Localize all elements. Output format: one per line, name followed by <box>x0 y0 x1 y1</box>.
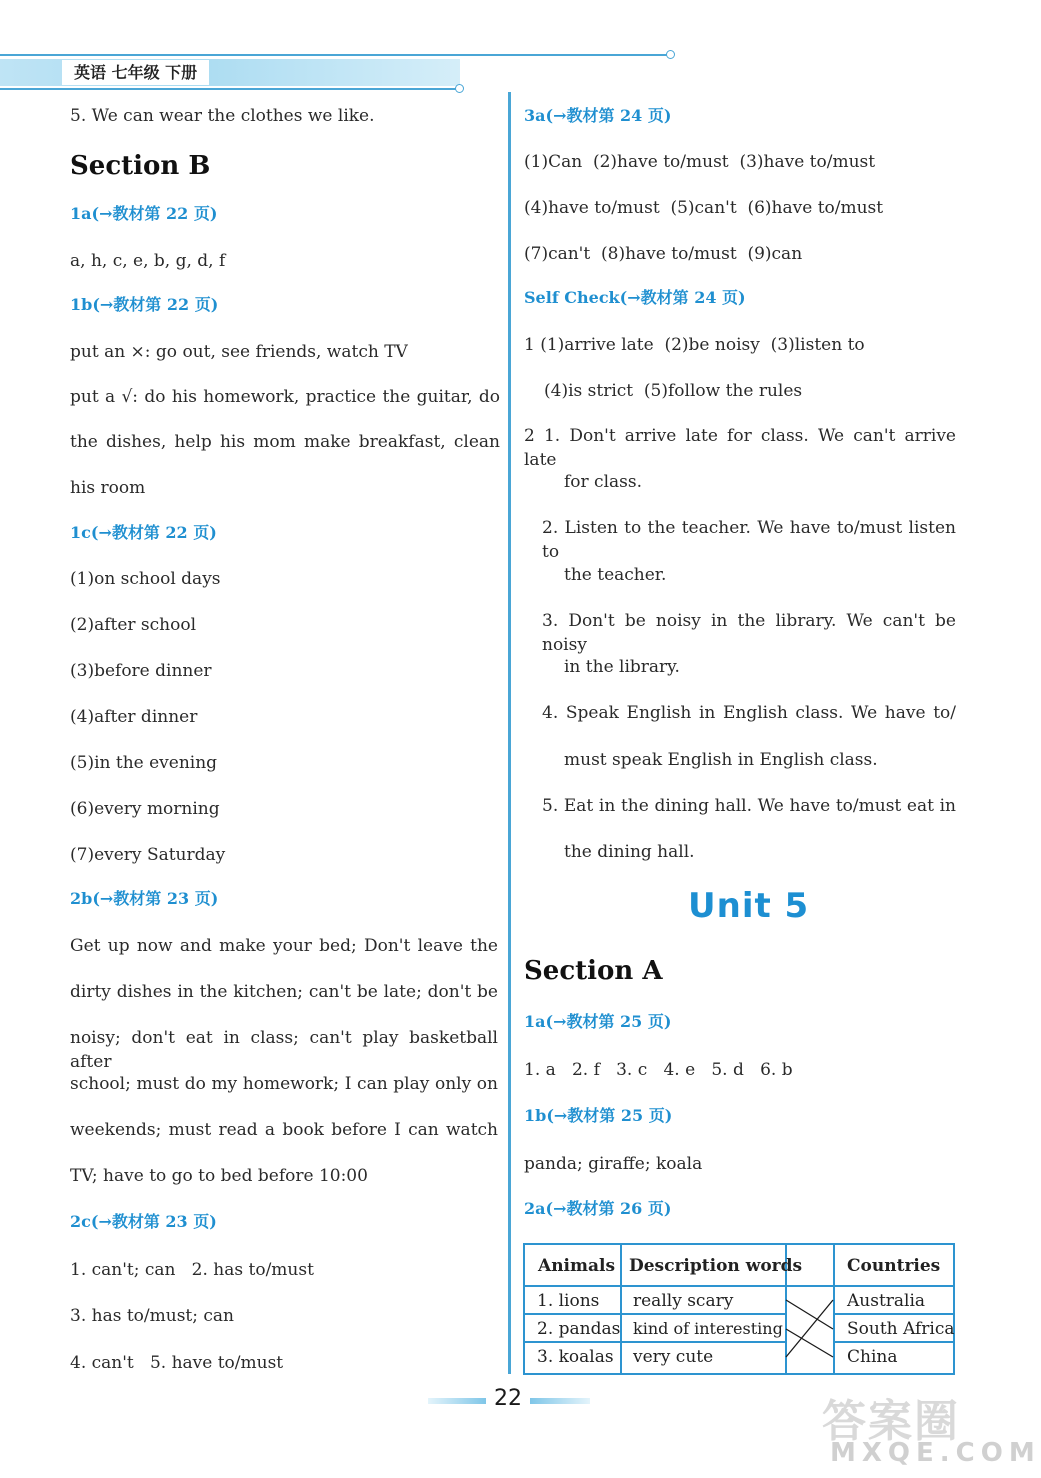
textbook-reference: 2a(→教材第 26 页) <box>524 1199 672 1218</box>
answer-line: (5)in the evening <box>70 753 218 773</box>
table-cell-animal: 3. koalas <box>537 1347 614 1367</box>
answer-line: for class. <box>564 472 643 492</box>
answer-line: 5. Eat in the dining hall. We have to/must eat in <box>542 796 956 816</box>
answer-line: (1)on school days <box>70 569 221 589</box>
answer-line: 2. Listen to the teacher. We have to/must listen to <box>542 518 956 562</box>
page-number: 22 <box>494 1386 522 1411</box>
answer-line: 1. a 2. f 3. c 4. e 5. d 6. b <box>524 1060 793 1080</box>
textbook-reference: 1c(→教材第 22 页) <box>70 523 217 542</box>
answer-line: school; must do my homework; I can play only on <box>70 1074 498 1094</box>
answer-line: (4)after dinner <box>70 707 198 727</box>
answer-line: (6)every morning <box>70 799 220 819</box>
match-line <box>786 1300 833 1357</box>
answer-line: 4. can't 5. have to/must <box>70 1353 284 1373</box>
table-header: Description words <box>629 1256 803 1276</box>
matching-table <box>523 1243 955 1375</box>
answer-line: (7)can't (8)have to/must (9)can <box>524 244 803 264</box>
table-header: Animals <box>538 1256 616 1276</box>
answer-line: put a √: do his homework, practice the guitar, do <box>70 387 500 407</box>
answer-line: (7)every Saturday <box>70 845 226 865</box>
column-divider <box>508 92 511 1374</box>
answer-line: 4. Speak English in English class. We have to/ <box>542 703 956 723</box>
answer-line: his room <box>70 478 146 498</box>
answer-line: 1. can't; can 2. has to/must <box>70 1260 314 1280</box>
answer-line: Get up now and make your bed; Don't leave the <box>70 936 498 956</box>
answer-line: the dishes, help his mom make breakfast, clean <box>70 432 500 452</box>
page-number-ornament-right <box>530 1398 590 1404</box>
textbook-reference: 1a(→教材第 22 页) <box>70 204 218 223</box>
answer-line: a, h, c, e, b, g, d, f <box>70 251 226 271</box>
answer-line: the dining hall. <box>564 842 695 862</box>
header-rule-dot-bottom <box>455 84 464 93</box>
table-cell-description: kind of interesting <box>633 1319 783 1338</box>
watermark-url: MXQE.COM <box>830 1438 1041 1468</box>
textbook-reference: 2b(→教材第 23 页) <box>70 889 219 908</box>
answer-line: 1 (1)arrive late (2)be noisy (3)listen to <box>524 335 865 355</box>
answer-line: (3)before dinner <box>70 661 212 681</box>
table-cell-country: China <box>847 1347 898 1367</box>
table-cell-country: Australia <box>847 1291 926 1311</box>
section-heading: Section B <box>70 151 211 181</box>
textbook-reference: 1b(→教材第 22 页) <box>70 295 219 314</box>
table-cell-description: really scary <box>633 1291 734 1311</box>
answer-line: 5. We can wear the clothes we like. <box>70 106 375 126</box>
textbook-reference: 1a(→教材第 25 页) <box>524 1012 672 1031</box>
answer-line: in the library. <box>564 657 680 677</box>
header-rule-bottom <box>0 88 460 90</box>
table-cell-country: South Africa <box>847 1319 955 1339</box>
answer-line: TV; have to go to bed before 10:00 <box>70 1166 368 1186</box>
table-cell-description: very cute <box>633 1347 714 1367</box>
textbook-reference: Self Check(→教材第 24 页) <box>524 288 746 307</box>
answer-line: put an ×: go out, see friends, watch TV <box>70 342 408 362</box>
answer-line: panda; giraffe; koala <box>524 1154 703 1174</box>
answer-line: 2 1. Don't arrive late for class. We can't arrive late <box>524 426 956 470</box>
answer-line: must speak English in English class. <box>564 750 878 770</box>
answer-line: dirty dishes in the kitchen; can't be late; don't be <box>70 982 498 1002</box>
answer-line: 3. has to/must; can <box>70 1306 234 1326</box>
table-cell-animal: 1. lions <box>537 1291 600 1311</box>
table-header: Countries <box>847 1256 941 1276</box>
matching-lines <box>525 1245 953 1373</box>
answer-line: (4)is strict (5)follow the rules <box>544 381 803 401</box>
header-rule-dot <box>666 50 675 59</box>
page-number-ornament-left <box>428 1398 486 1404</box>
match-line <box>786 1300 833 1329</box>
header-rule-top <box>0 54 670 56</box>
answer-line: (2)after school <box>70 615 197 635</box>
answer-line: 3. Don't be noisy in the library. We can't be noisy <box>542 611 956 655</box>
answer-line: the teacher. <box>564 565 667 585</box>
match-line <box>786 1329 833 1357</box>
answer-line: weekends; must read a book before I can watch <box>70 1120 498 1140</box>
answer-line: noisy; don't eat in class; can't play basketball after <box>70 1028 498 1072</box>
watermark-logo: 答案圈 <box>822 1396 960 1447</box>
answer-line: (1)Can (2)have to/must (3)have to/must <box>524 152 876 172</box>
table-cell-animal: 2. pandas <box>537 1319 621 1339</box>
textbook-reference: 1b(→教材第 25 页) <box>524 1106 673 1125</box>
unit-heading: Unit 5 <box>688 886 810 926</box>
textbook-reference: 3a(→教材第 24 页) <box>524 106 672 125</box>
textbook-reference: 2c(→教材第 23 页) <box>70 1212 217 1231</box>
answer-line: (4)have to/must (5)can't (6)have to/must <box>524 198 884 218</box>
section-heading: Section A <box>524 956 663 986</box>
book-title: 英语 七年级 下册 <box>62 60 209 85</box>
